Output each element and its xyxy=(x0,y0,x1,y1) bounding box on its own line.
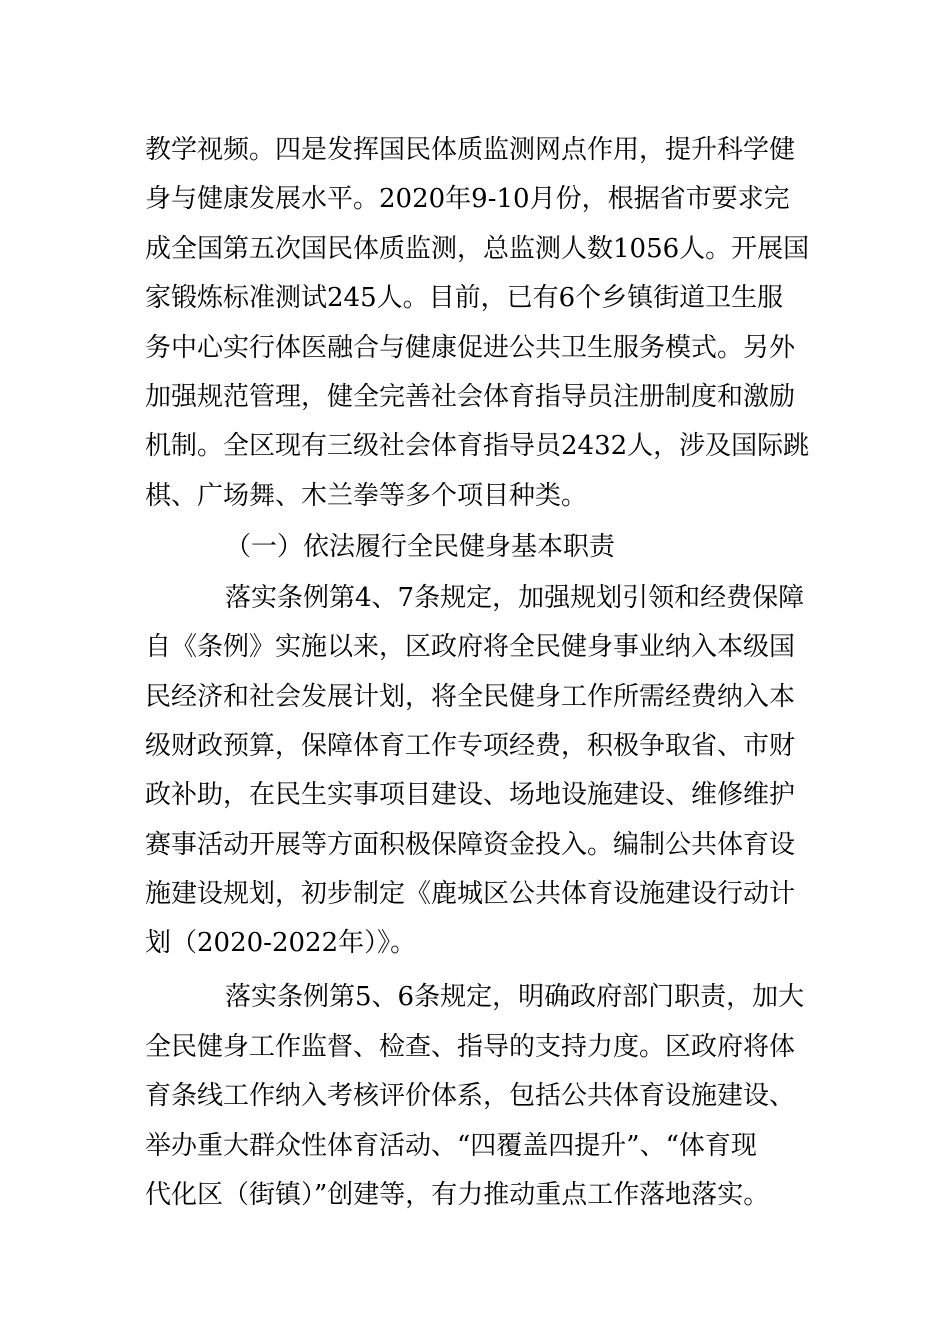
body-text-line: 举办重大群众性体育活动、“四覆盖四提升”、“体育现 xyxy=(145,1131,757,1161)
body-text-line: 民经济和社会发展计划，将全民健身工作所需经费纳入本 xyxy=(145,682,796,712)
body-text-line: 划（2020-2022年）》。 xyxy=(145,928,417,958)
body-text-line: 机制。全区现有三级社会体育指导员2432人，涉及国际跳 xyxy=(145,431,810,461)
body-text-line: 家锻炼标准测试245人。目前，已有6个乡镇街道卫生服 xyxy=(145,283,784,313)
body-text-line: 级财政预算，保障体育工作专项经费，积极争取省、市财 xyxy=(145,731,796,761)
body-text-line: 加强规范管理，健全完善社会体育指导员注册制度和激励 xyxy=(145,382,796,412)
paragraph-first-line: 落实条例第4、7条规定，加强规划引领和经费保障 xyxy=(225,583,805,613)
body-text-line: 教学视频。四是发挥国民体质监测网点作用，提升科学健 xyxy=(145,135,796,165)
body-text-line: 棋、广场舞、木兰拳等多个项目种类。 xyxy=(145,481,588,511)
body-text-line: 施建设规划，初步制定《鹿城区公共体育设施建设行动计 xyxy=(145,879,796,909)
body-text-line: 身与健康发展水平。2020年9-10月份，根据省市要求完 xyxy=(145,184,790,214)
paragraph-first-line: 落实条例第5、6条规定，明确政府部门职责，加大 xyxy=(225,982,805,1012)
body-text-line: 育条线工作纳入考核评价体系，包括公共体育设施建设、 xyxy=(145,1081,796,1111)
section-heading: （一）依法履行全民健身基本职责 xyxy=(225,532,616,562)
body-text-line: 自《条例》实施以来，区政府将全民健身事业纳入本级国 xyxy=(145,632,796,662)
body-text-line: 务中心实行体医融合与健康促进公共卫生服务模式。另外 xyxy=(145,333,796,363)
body-text-line: 成全国第五次国民体质监测，总监测人数1056人。开展国 xyxy=(145,234,810,264)
body-text-line: 政补助，在民生实事项目建设、场地设施建设、维修维护 xyxy=(145,780,796,810)
body-text-line: 全民健身工作监督、检查、指导的支持力度。区政府将体 xyxy=(145,1032,796,1062)
body-text-line: 赛事活动开展等方面积极保障资金投入。编制公共体育设 xyxy=(145,830,796,860)
body-text-line: 代化区（街镇）”创建等，有力推动重点工作落地落实。 xyxy=(145,1180,770,1210)
